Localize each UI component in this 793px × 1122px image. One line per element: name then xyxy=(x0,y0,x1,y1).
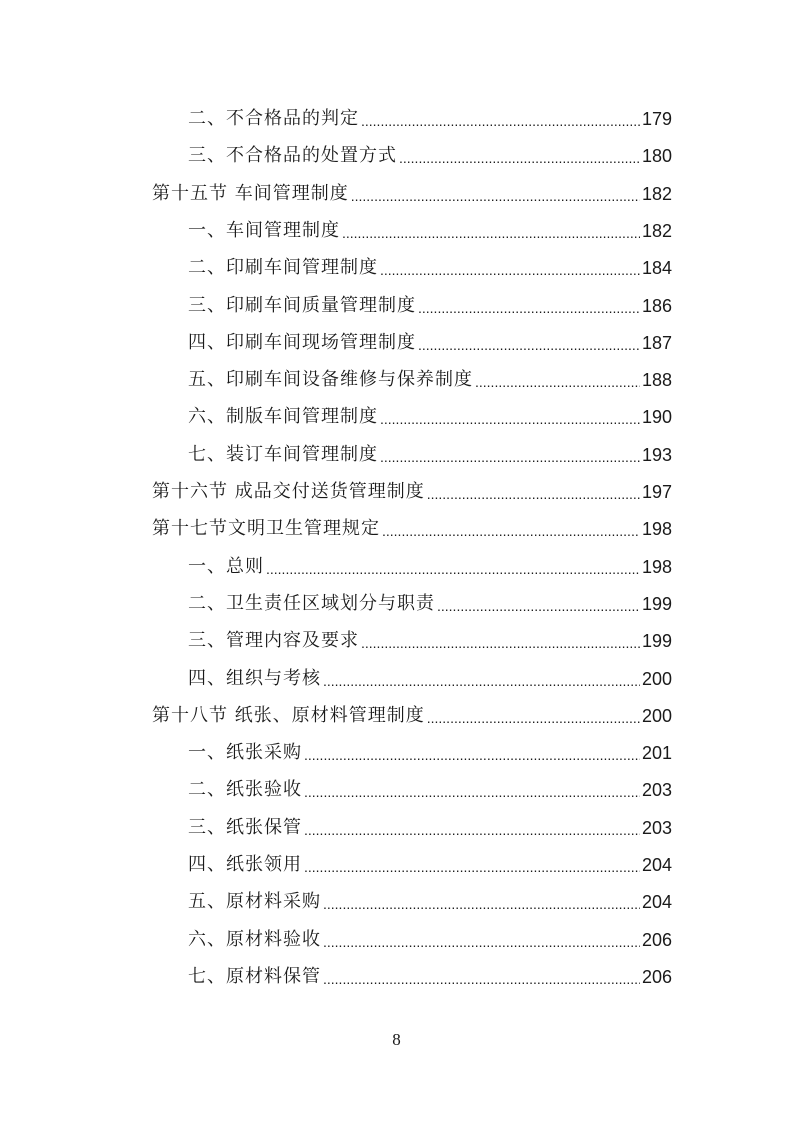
toc-subsection-entry[interactable] xyxy=(188,213,672,249)
toc-entry-page: 184 xyxy=(641,258,672,279)
toc-entry-title: 第十八节 纸张、原材料管理制度 xyxy=(152,704,425,726)
toc-subsection-entry[interactable] xyxy=(188,623,672,659)
toc-entry-title: 二、印刷车间管理制度 xyxy=(188,257,378,279)
toc-subsection-entry[interactable] xyxy=(188,735,672,771)
toc-entry-title: 五、原材料采购 xyxy=(188,891,321,913)
toc-entry-page: 200 xyxy=(641,705,672,726)
toc-dot-leader xyxy=(304,810,640,846)
toc-dot-leader xyxy=(427,474,640,510)
toc-dot-leader xyxy=(323,884,640,920)
toc-entry-title: 一、总则 xyxy=(188,555,264,577)
toc-subsection-entry[interactable] xyxy=(188,399,672,435)
toc-entry-title: 三、管理内容及要求 xyxy=(188,630,359,652)
toc-entry-title: 七、装订车间管理制度 xyxy=(188,443,378,465)
toc-entry-page: 206 xyxy=(641,929,672,950)
toc-entry-title: 五、印刷车间设备维修与保养制度 xyxy=(188,369,473,391)
toc-dot-leader xyxy=(382,511,640,547)
toc-entry-page: 203 xyxy=(641,817,672,838)
toc-dot-leader xyxy=(361,623,640,659)
toc-dot-leader xyxy=(351,176,640,212)
toc-entry-page: 197 xyxy=(641,482,672,502)
toc-entry-title: 四、印刷车间现场管理制度 xyxy=(188,331,416,353)
toc-dot-leader xyxy=(361,101,640,137)
toc-dot-leader xyxy=(380,399,640,435)
toc-dot-leader xyxy=(304,772,640,808)
toc-entry-title: 第十五节 车间管理制度 xyxy=(152,182,349,204)
toc-subsection-entry[interactable] xyxy=(188,959,672,995)
toc-subsection-entry[interactable] xyxy=(188,810,672,846)
toc-entry-page: 198 xyxy=(641,519,672,540)
toc-entry-page: 199 xyxy=(641,593,672,614)
toc-subsection-entry[interactable] xyxy=(188,549,672,585)
toc-entry-page: 193 xyxy=(641,444,672,465)
toc-dot-leader xyxy=(475,362,640,398)
toc-entry-title: 六、原材料验收 xyxy=(188,928,321,950)
toc-entry-page: 187 xyxy=(641,332,672,353)
toc-entry-page: 203 xyxy=(641,780,672,801)
toc-dot-leader xyxy=(304,847,640,883)
toc-entry-page: 198 xyxy=(641,556,672,577)
toc-subsection-entry[interactable] xyxy=(188,325,672,361)
toc-subsection-entry[interactable] xyxy=(188,922,672,958)
page-number: 8 xyxy=(392,1030,401,1049)
toc-dot-leader xyxy=(323,661,640,697)
toc-subsection-entry[interactable] xyxy=(188,661,672,697)
toc-section-entry[interactable] xyxy=(152,698,672,734)
toc-entry-title: 第十七节文明卫生管理规定 xyxy=(152,518,380,540)
toc-entry-page: 182 xyxy=(641,183,672,204)
toc-dot-leader xyxy=(323,922,640,958)
toc-dot-leader xyxy=(304,735,640,771)
toc-subsection-entry[interactable] xyxy=(188,288,672,324)
toc-entry-title: 三、不合格品的处置方式 xyxy=(188,145,397,167)
toc-entry-title: 二、纸张验收 xyxy=(188,779,302,801)
toc-entry-title: 三、印刷车间质量管理制度 xyxy=(188,294,416,316)
toc-entry-page: 186 xyxy=(641,295,672,316)
toc-dot-leader xyxy=(418,325,640,361)
toc-dot-leader xyxy=(399,138,640,174)
toc-subsection-entry[interactable] xyxy=(188,884,672,920)
toc-subsection-entry[interactable] xyxy=(188,586,672,622)
toc-entry-title: 第十六节 成品交付送货管理制度 xyxy=(152,481,425,502)
toc-subsection-entry[interactable] xyxy=(188,101,672,137)
toc-dot-leader xyxy=(427,698,640,734)
toc-dot-leader xyxy=(266,549,640,585)
toc-entry-title: 六、制版车间管理制度 xyxy=(188,406,378,428)
toc-entry-title: 四、组织与考核 xyxy=(188,667,321,689)
toc-subsection-entry[interactable] xyxy=(188,138,672,174)
toc-entry-page: 179 xyxy=(641,109,672,129)
toc-dot-leader xyxy=(342,213,640,249)
toc-dot-leader xyxy=(323,959,640,995)
toc-entry-title: 一、车间管理制度 xyxy=(188,219,340,241)
toc-entry-title: 三、纸张保管 xyxy=(188,816,302,838)
toc-subsection-entry[interactable] xyxy=(188,362,672,398)
toc-dot-leader xyxy=(418,288,640,324)
toc-entry-page: 190 xyxy=(641,407,672,428)
toc-entry-title: 一、纸张采购 xyxy=(188,742,302,764)
toc-subsection-entry[interactable] xyxy=(188,847,672,883)
toc-dot-leader xyxy=(380,437,640,473)
toc-entry-page: 180 xyxy=(641,146,672,167)
toc-entry-title: 二、不合格品的判定 xyxy=(188,108,359,129)
toc-subsection-entry[interactable] xyxy=(188,437,672,473)
toc-section-entry[interactable] xyxy=(152,474,672,510)
toc-dot-leader xyxy=(437,586,640,622)
toc-section-entry[interactable] xyxy=(152,176,672,212)
toc-entry-page: 204 xyxy=(641,855,672,875)
toc-entry-title: 二、卫生责任区域划分与职责 xyxy=(188,592,435,614)
toc-entry-page: 206 xyxy=(641,966,672,987)
toc-section-entry[interactable] xyxy=(152,511,672,547)
toc-entry-page: 188 xyxy=(641,370,672,391)
toc-subsection-entry[interactable] xyxy=(188,250,672,286)
toc-entry-page: 199 xyxy=(641,631,672,652)
toc-entry-page: 204 xyxy=(641,892,672,913)
toc-entry-title: 七、原材料保管 xyxy=(188,965,321,987)
toc-subsection-entry[interactable] xyxy=(188,772,672,808)
toc-entry-page: 200 xyxy=(641,668,672,689)
toc-entry-page: 182 xyxy=(641,220,672,241)
toc-entry-title: 四、纸张领用 xyxy=(188,854,302,875)
toc-entry-page: 201 xyxy=(641,743,672,764)
toc-dot-leader xyxy=(380,250,640,286)
